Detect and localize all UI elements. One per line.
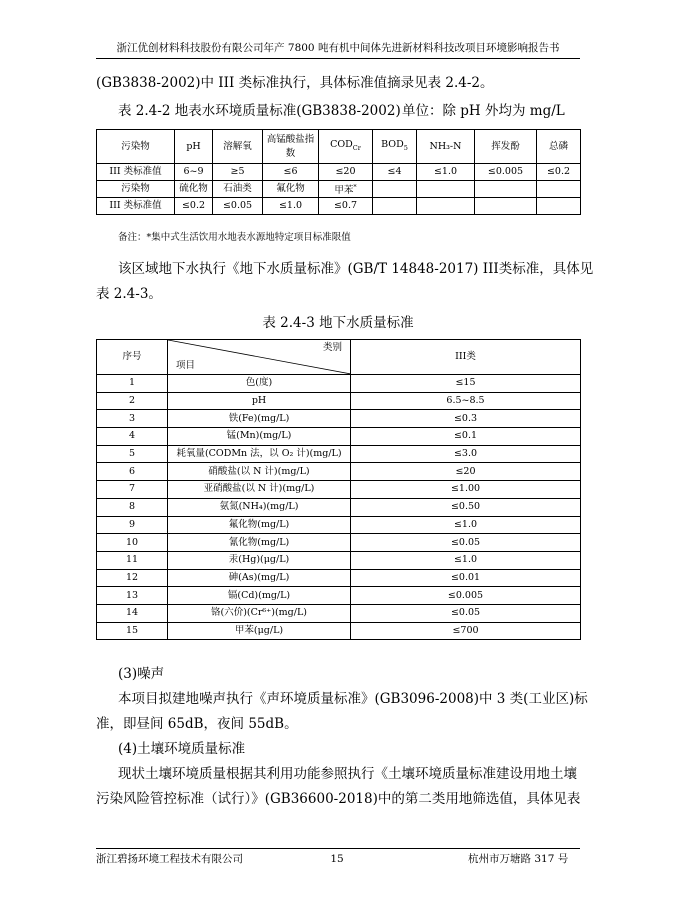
diag-label-category: 类别 bbox=[322, 342, 342, 353]
table1-empty-cell bbox=[373, 198, 417, 215]
groundwater-table bbox=[96, 339, 581, 640]
table2-cell-item: 锰(Mn)(mg/L) bbox=[168, 428, 351, 446]
noise-text: 本项目拟建地噪声执行《声环境质量标准》(GB3096-2008)中 3 类(工业区)标 bbox=[118, 691, 588, 707]
table1-header-cell: 高锰酸盐指数 bbox=[263, 130, 319, 164]
table2-cell-value: ≤1.0 bbox=[351, 516, 581, 534]
table1-cell: ≤1.0 bbox=[417, 164, 475, 181]
table2-cell-no: 8 bbox=[97, 498, 168, 516]
table2-cell-value: ≤0.05 bbox=[351, 534, 581, 552]
table1-cell: ≤0.7 bbox=[319, 198, 373, 215]
table1-cell: 污染物 bbox=[97, 181, 175, 198]
soil-text-cont: 污染风险管控标准（试行）》(GB36600-2018)中的第二类用地筛选值，具体见表 bbox=[96, 791, 581, 807]
table1-row bbox=[97, 164, 581, 181]
paragraph-groundwater: 该区域地下水执行《地下水质量标准》(GB/T 14848-2017) III类标准，具体见 bbox=[118, 261, 594, 277]
page-header: 浙江优创材料科技股份有限公司年产 7800 吨有机中间体先进新材料科技改项目环境影响报告书 bbox=[116, 42, 560, 54]
table2-cell-value: ≤0.005 bbox=[351, 587, 581, 605]
table1-cell: ≤0.2 bbox=[175, 198, 213, 215]
table2-cell-item: 硝酸盐(以 N 计)(mg/L) bbox=[168, 463, 351, 481]
cod-label: COD bbox=[330, 139, 353, 151]
table2-cell-item: 甲苯(μg/L) bbox=[168, 622, 351, 640]
table1-row bbox=[97, 181, 581, 198]
toluene-label: 甲苯 bbox=[334, 185, 354, 197]
table2-cell-no: 3 bbox=[97, 410, 168, 428]
table2-cell-no: 2 bbox=[97, 392, 168, 410]
table2-cell-item: pH bbox=[168, 392, 351, 410]
table1-cell: III 类标准值 bbox=[97, 198, 175, 215]
footer-company: 浙江碧扬环境工程技术有限公司 bbox=[96, 853, 243, 865]
table1-empty-cell bbox=[475, 198, 537, 215]
surface-water-table bbox=[96, 129, 581, 215]
table2-cell-value: ≤0.05 bbox=[351, 604, 581, 622]
page-number: 15 bbox=[330, 853, 344, 865]
diag-label-item: 项目 bbox=[176, 360, 196, 371]
table1-empty-cell bbox=[537, 181, 581, 198]
soil-text: 现状土壤环境质量根据其利用功能参照执行《土壤环境质量标准建设用地土壤 bbox=[118, 766, 577, 782]
table1-cell: ≤0.05 bbox=[213, 198, 263, 215]
toluene-note-mark: * bbox=[353, 183, 357, 191]
table2-cell-no: 1 bbox=[97, 375, 168, 393]
table1-empty-cell bbox=[475, 181, 537, 198]
table2-cell-value: ≤1.0 bbox=[351, 551, 581, 569]
table2-header-row bbox=[97, 340, 581, 375]
table1-cell: ≤0.2 bbox=[537, 164, 581, 181]
table2-row bbox=[97, 498, 581, 516]
table2-cell-no: 12 bbox=[97, 569, 168, 587]
table2-cell-no: 11 bbox=[97, 551, 168, 569]
table2-row bbox=[97, 622, 581, 640]
paragraph-intro: (GB3838-2002)中 III 类标准执行，具体标准值摘录见表 2.4-2。 bbox=[96, 75, 494, 91]
table2-cell-item: 色(度) bbox=[168, 375, 351, 393]
table2-row bbox=[97, 551, 581, 569]
table2-header-no: 序号 bbox=[97, 340, 168, 375]
table1-header-cell: 污染物 bbox=[97, 130, 175, 164]
table1-header-cell: 溶解氧 bbox=[213, 130, 263, 164]
table2-header-class: III类 bbox=[351, 340, 581, 375]
table1-cell: ≤20 bbox=[319, 164, 373, 181]
table2-cell-item: 铬(六价)(Cr⁶⁺)(mg/L) bbox=[168, 604, 351, 622]
table1-row bbox=[97, 198, 581, 215]
table2-cell-item: 氨氮(NH₄)(mg/L) bbox=[168, 498, 351, 516]
table2-cell-no: 15 bbox=[97, 622, 168, 640]
table1-cell: 氟化物 bbox=[263, 181, 319, 198]
table1-header-cell: 挥发酚 bbox=[475, 130, 537, 164]
table2-row bbox=[97, 587, 581, 605]
table2-cell-value: ≤0.3 bbox=[351, 410, 581, 428]
table2-row bbox=[97, 604, 581, 622]
table2-row bbox=[97, 534, 581, 552]
table2-row bbox=[97, 463, 581, 481]
table1-cell: ≥5 bbox=[213, 164, 263, 181]
table1-cell: ≤4 bbox=[373, 164, 417, 181]
table1-unit: 单位：除 pH 外均为 mg/L bbox=[402, 103, 565, 119]
table2-cell-value: ≤20 bbox=[351, 463, 581, 481]
table1-header-cell: NH₃-N bbox=[417, 130, 475, 164]
table1-cell: III 类标准值 bbox=[97, 164, 175, 181]
table2-cell-no: 6 bbox=[97, 463, 168, 481]
table1-empty-cell bbox=[373, 181, 417, 198]
table2-row bbox=[97, 392, 581, 410]
table2-cell-value: ≤15 bbox=[351, 375, 581, 393]
table2-cell-no: 7 bbox=[97, 481, 168, 499]
table2-cell-value: ≤0.50 bbox=[351, 498, 581, 516]
table1-header-cell-bod bbox=[373, 130, 417, 164]
table1-caption: 表 2.4-2 地表水环境质量标准(GB3838-2002) bbox=[118, 103, 401, 119]
table2-caption: 表 2.4-3 地下水质量标准 bbox=[262, 315, 414, 331]
table2-cell-value: ≤1.00 bbox=[351, 481, 581, 499]
table2-cell-item: 镉(Cd)(mg/L) bbox=[168, 587, 351, 605]
footer-rule bbox=[96, 848, 580, 849]
table2-cell-no: 10 bbox=[97, 534, 168, 552]
table2-row bbox=[97, 445, 581, 463]
table1-cell: 石油类 bbox=[213, 181, 263, 198]
soil-heading: (4)土壤环境质量标准 bbox=[118, 741, 246, 757]
table2-cell-item: 汞(Hg)(μg/L) bbox=[168, 551, 351, 569]
table1-cell: ≤1.0 bbox=[263, 198, 319, 215]
table2-row bbox=[97, 410, 581, 428]
table2-cell-no: 9 bbox=[97, 516, 168, 534]
table1-cell: 硫化物 bbox=[175, 181, 213, 198]
table2-cell-value: ≤0.01 bbox=[351, 569, 581, 587]
table1-empty-cell bbox=[417, 181, 475, 198]
noise-text-cont: 准，即昼间 65dB，夜间 55dB。 bbox=[96, 716, 298, 732]
footer-address: 杭州市万塘路 317 号 bbox=[468, 853, 569, 865]
table1-note: 备注：*集中式生活饮用水地表水源地特定项目标准限值 bbox=[118, 232, 351, 243]
table1-header-cell-cod bbox=[319, 130, 373, 164]
table2-cell-item: 铁(Fe)(mg/L) bbox=[168, 410, 351, 428]
table2-cell-no: 5 bbox=[97, 445, 168, 463]
table1-cell bbox=[319, 181, 373, 198]
bod-subscript: 5 bbox=[403, 143, 408, 152]
table2-row bbox=[97, 428, 581, 446]
table2-cell-value: ≤3.0 bbox=[351, 445, 581, 463]
table1-header-row bbox=[97, 130, 581, 164]
table2-cell-no: 4 bbox=[97, 428, 168, 446]
table2-header-diagonal bbox=[168, 340, 351, 375]
table2-cell-no: 14 bbox=[97, 604, 168, 622]
table1-empty-cell bbox=[417, 198, 475, 215]
table2-cell-item: 氟化物(mg/L) bbox=[168, 516, 351, 534]
table2-cell-item: 氰化物(mg/L) bbox=[168, 534, 351, 552]
table2-cell-no: 13 bbox=[97, 587, 168, 605]
table1-cell: ≤0.005 bbox=[475, 164, 537, 181]
noise-heading: (3)噪声 bbox=[118, 666, 165, 682]
table1-cell: ≤6 bbox=[263, 164, 319, 181]
table2-cell-item: 亚硝酸盐(以 N 计)(mg/L) bbox=[168, 481, 351, 499]
table2-cell-item: 耗氧量(CODMn 法，以 O₂ 计)(mg/L) bbox=[168, 445, 351, 463]
table1-header-cell: pH bbox=[175, 130, 213, 164]
table1-empty-cell bbox=[537, 198, 581, 215]
table2-row bbox=[97, 375, 581, 393]
paragraph-groundwater-cont: 表 2.4-3。 bbox=[96, 286, 162, 302]
table1-cell: 6~9 bbox=[175, 164, 213, 181]
table1-header-cell: 总磷 bbox=[537, 130, 581, 164]
header-rule bbox=[96, 58, 580, 59]
table2-cell-item: 砷(As)(mg/L) bbox=[168, 569, 351, 587]
table2-cell-value: 6.5~8.5 bbox=[351, 392, 581, 410]
table2-cell-value: ≤0.1 bbox=[351, 428, 581, 446]
table2-row bbox=[97, 569, 581, 587]
table2-cell-value: ≤700 bbox=[351, 622, 581, 640]
cod-subscript: Cr bbox=[352, 143, 361, 152]
table2-row bbox=[97, 481, 581, 499]
bod-label: BOD bbox=[381, 139, 404, 151]
table2-row bbox=[97, 516, 581, 534]
